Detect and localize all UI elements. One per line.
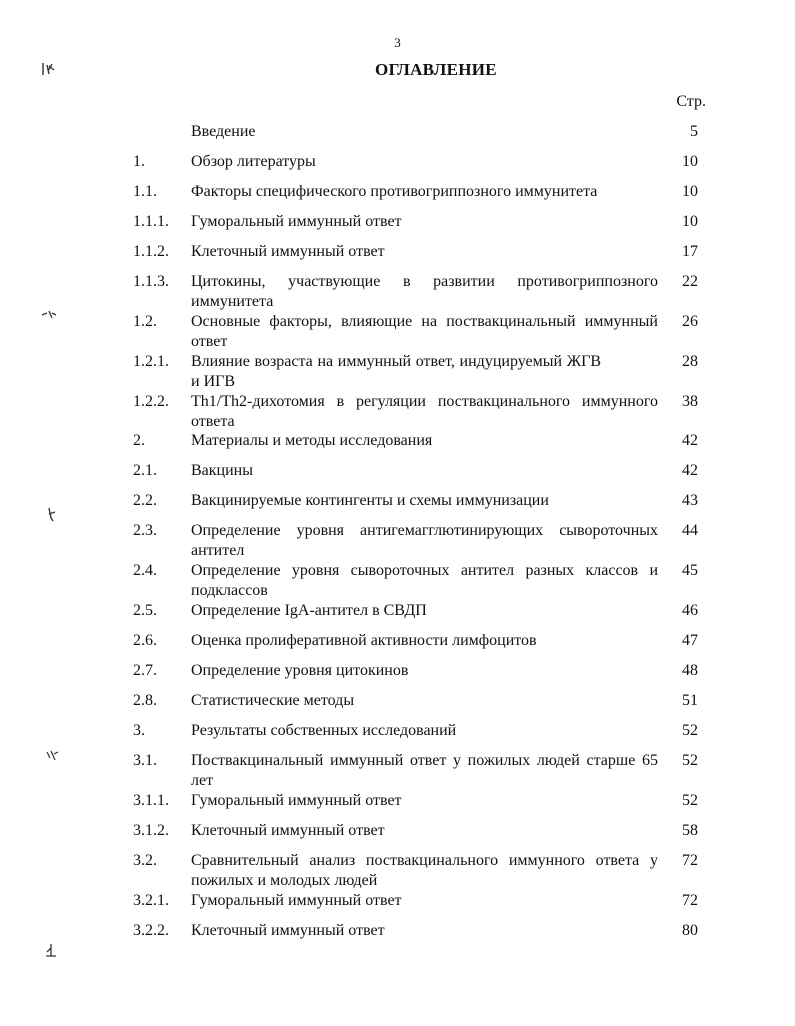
page-number: 3 (394, 35, 401, 50)
toc-entry-page: 5 (690, 123, 698, 140)
toc-entry-number: 2. (133, 432, 145, 449)
toc-entry-title: Гуморальный иммунный ответ (191, 213, 402, 230)
toc-entry-number: 2.8. (133, 692, 157, 709)
toc-entry-page: 46 (682, 602, 698, 619)
toc-entry (0, 751, 795, 791)
toc-entry (0, 521, 795, 561)
toc-entry-title: Клеточный иммунный ответ (191, 922, 385, 939)
toc-entry-number: 1.1.3. (133, 273, 169, 290)
toc-entry-page: 38 (682, 393, 698, 410)
toc-entry-title: Гуморальный иммунный ответ (191, 792, 402, 809)
toc-entry-number: 1.2.2. (133, 393, 169, 410)
scan-artifact-mark (44, 748, 60, 762)
toc-entry-title: Основные факторы, влияющие на поствакцинальный иммунный ответ (191, 313, 658, 350)
toc-entry-title: Клеточный иммунный ответ (191, 822, 385, 839)
toc-entry-page: 45 (682, 562, 698, 579)
toc-entry-number: 2.2. (133, 492, 157, 509)
scan-artifact-mark (42, 942, 60, 960)
toc-entry-title: Определение уровня антигемагглютинирующих сывороточных антител (191, 522, 658, 559)
toc-entry-page: 52 (682, 722, 698, 739)
toc-entry-page: 26 (682, 313, 698, 330)
toc-entry-number: 1.1.1. (133, 213, 169, 230)
toc-entry (0, 352, 795, 392)
toc-entry-number: 1.1. (133, 183, 157, 200)
toc-entry-page: 28 (682, 353, 698, 370)
toc-entry-title: Определение IgA-антител в СВДП (191, 602, 427, 619)
toc-entry-page: 10 (682, 153, 698, 170)
toc-entry-page: 72 (682, 892, 698, 909)
toc-entry-number: 1.2. (133, 313, 157, 330)
toc-entry-title: Th1/Th2-дихотомия в регуляции поствакцинального иммунного ответа (191, 393, 658, 430)
toc-entry-title: Материалы и методы исследования (191, 432, 433, 449)
toc-entry-number: 2.6. (133, 632, 157, 649)
toc-entry-page: 44 (682, 522, 698, 539)
toc-entry (0, 851, 795, 891)
toc-entry-page: 43 (682, 492, 698, 509)
toc-entry-number: 1. (133, 153, 145, 170)
toc-entry-number: 3. (133, 722, 145, 739)
toc-entry-page: 42 (682, 462, 698, 479)
toc-entry (0, 312, 795, 352)
page-title: ОГЛАВЛЕНИЕ (375, 60, 497, 79)
toc-entry-number: 2.4. (133, 562, 157, 579)
toc-entry-number: 3.2.1. (133, 892, 169, 909)
toc-entry-title: Оценка пролиферативной активности лимфоцитов (191, 632, 537, 649)
toc-entry-number: 2.3. (133, 522, 157, 539)
toc-entry-title: Определение уровня цитокинов (191, 662, 409, 679)
toc-entry-number: 3.2.2. (133, 922, 169, 939)
toc-entry-page: 22 (682, 273, 698, 290)
toc-entry-page: 48 (682, 662, 698, 679)
toc-entry-page: 80 (682, 922, 698, 939)
toc-entry-page: 17 (682, 243, 698, 260)
toc-entry-title: Определение уровня сывороточных антител разных классов и подклассов (191, 562, 658, 599)
toc-entry-page: 10 (682, 213, 698, 230)
toc-entry-title: Вакцины (191, 462, 253, 479)
toc-entry-title: Введение (191, 123, 256, 140)
toc-entry-title: Цитокины, участвующие в развитии противогриппозного иммунитета (191, 273, 658, 310)
toc-entry-title: Факторы специфического противогриппозного иммунитета (191, 183, 598, 200)
toc-entry-page: 52 (682, 792, 698, 809)
toc-entry-title: Статистические методы (191, 692, 355, 709)
toc-entry-number: 1.1.2. (133, 243, 169, 260)
scan-artifact-mark (44, 505, 60, 523)
toc-entry-number: 3.1.1. (133, 792, 169, 809)
toc-entry-page: 10 (682, 183, 698, 200)
toc-entry-page: 52 (682, 752, 698, 769)
toc-entry-title: Влияние возраста на иммунный ответ, индуцируемый ЖГВ и ИГВ (191, 353, 601, 390)
toc-entry-page: 42 (682, 432, 698, 449)
toc-entry-number: 2.7. (133, 662, 157, 679)
toc-entry-title: Сравнительный анализ поствакцинального иммунного ответа у пожилых и молодых людей (191, 852, 658, 889)
toc-entry-page: 47 (682, 632, 698, 649)
toc-entry (0, 392, 795, 432)
toc-entry-number: 2.1. (133, 462, 157, 479)
toc-entry-title: Поствакцинальный иммунный ответ у пожилых людей старше 65 лет (191, 752, 658, 789)
scan-artifact-mark (40, 308, 58, 322)
toc-entry-number: 3.2. (133, 852, 157, 869)
toc-entry (0, 921, 795, 961)
toc-entry-title: Обзор литературы (191, 153, 316, 170)
toc-entry-page: 58 (682, 822, 698, 839)
scan-artifact-mark (40, 60, 60, 80)
toc-entry-number: 3.1.2. (133, 822, 169, 839)
toc-entry-number: 3.1. (133, 752, 157, 769)
toc-entry-title: Вакцинируемые контингенты и схемы иммунизации (191, 492, 549, 509)
pages-column-header: Стр. (676, 93, 706, 110)
toc-entry (0, 561, 795, 601)
toc-entry-page: 72 (682, 852, 698, 869)
toc-entry-title: Клеточный иммунный ответ (191, 243, 385, 260)
toc-entry-title: Гуморальный иммунный ответ (191, 892, 402, 909)
toc-entry-number: 2.5. (133, 602, 157, 619)
toc-entry-number: 1.2.1. (133, 353, 169, 370)
toc-entry (0, 272, 795, 312)
toc-entry-page: 51 (682, 692, 698, 709)
toc-entry-title: Результаты собственных исследований (191, 722, 457, 739)
